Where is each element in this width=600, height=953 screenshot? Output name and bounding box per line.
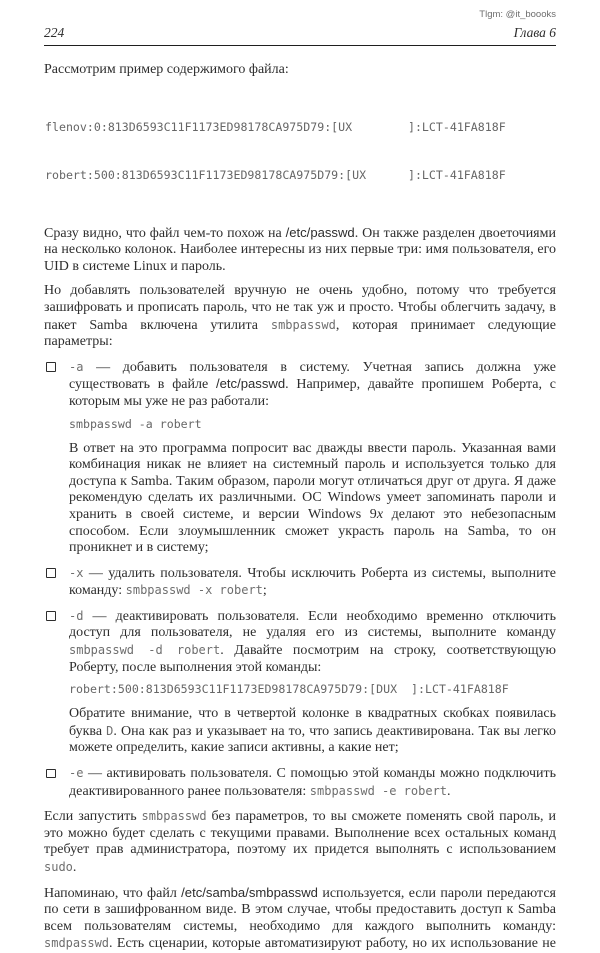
option-text: -a — добавить пользователя в систему. Учетная запись должна уже существовать в файле /etc/passwd. Например, давайте пропишем Роберта, с которым мы уже не раз работали:	[69, 359, 557, 409]
option-item-e	[44, 765, 556, 800]
square-bullet-icon	[46, 611, 56, 621]
intro-paragraph: Рассмотрим пример содержимого файла:	[44, 62, 289, 77]
paragraph-run-without-params: Если запустить smbpasswd без параметров, то вы сможете поменять свой пароль, и это можно будет сделать с текущими правами. Выполнение всех остальных команд требует прав администратора, поэтому их придется выполнять с использованием sudo.	[44, 809, 557, 875]
page-content	[44, 62, 556, 953]
smbpasswd-options-list	[44, 359, 556, 800]
option-code-example: robert:500:813D6593C11F1173ED98178CA975D79:[DUX ]:LCT-41FA818F	[69, 682, 509, 697]
option-followup-paragraph: Обратите внимание, что в четвертой колонке в квадратных скобках появилась буква D. Она как раз и указывает на то, что запись деактивирована. Так вы легко можете определить, какие записи активны, а какие нет;	[69, 706, 557, 756]
option-code-example: smbpasswd -a robert	[69, 416, 202, 431]
option-item-x	[44, 565, 556, 600]
paragraph-file-description: Сразу видно, что файл чем-то похож на /etc/passwd. Он также разделен двоеточиями на несколько колонок. Наиболее интересны из них первые три: имя пользователя, его UID в системе Linux и пароль.	[44, 224, 556, 274]
code-line: flenov:0:813D6593C11F1173ED98178CA975D79:[UX ]:LCT-41FA818F	[45, 119, 506, 134]
passwd-sample-code-block	[45, 87, 556, 215]
page-number: 224	[44, 25, 65, 40]
option-text: -d — деактивировать пользователя. Если необходимо временно отключить доступ для пользователя, не удаляя его из системы, выполните команду smbpasswd -d robert. Давайте посмотрим на строку, соответствующую Роберту, после выполнения этой команды:	[69, 608, 556, 675]
paragraph-smbpasswd-intro: Но добавлять пользователей вручную не очень удобно, потому что требуется зашифровать и прописать пароль, что не так уж и просто. Чтобы облегчить задачу, в пакет Samba включена утилита smbpasswd, которая принимает следующие параметры:	[44, 283, 556, 350]
option-followup-paragraph: В ответ на это программа попросит вас дважды ввести пароль. Указанная вами комбинация никак не влияет на системный пароль и используется только для доступа к Samba. Таким образом, пароли могут отличаться друг от друга. Я даже рекомендую сделать их различными. ОС Windows умеет запоминать пароли и хранить в своей системе, и версии Windows 9x делают это небезопасным способом. Если злоумышленник сможет украсть пароль на Samba, то он проникнет и в систему;	[69, 440, 556, 556]
code-line: robert:500:813D6593C11F1173ED98178CA975D79:[UX ]:LCT-41FA818F	[45, 167, 506, 182]
square-bullet-icon	[46, 769, 56, 779]
option-text: -e — активировать пользователя. С помощью этой команды можно подключить деактивированного ранее пользователя: smbpasswd -e robert.	[69, 766, 556, 799]
option-item-a	[44, 359, 556, 557]
option-item-d	[44, 608, 556, 757]
square-bullet-icon	[46, 568, 56, 578]
square-bullet-icon	[46, 362, 56, 372]
telegram-watermark: Tlgm: @it_boooks	[479, 9, 556, 20]
option-text: -x — удалить пользователя. Чтобы исключить Роберта из системы, выполните команду: smbpasswd -x robert;	[69, 565, 556, 599]
paragraph-reminder: Напоминаю, что файл /etc/samba/smbpasswd используется, если пароли передаются по сети в зашифрованном виде. В этом случае, чтобы предоставить доступ к Samba всем пользователям системы, необходимо для каждого выполнить команду: smdpasswd. Есть сценарии, которые автоматизируют работу, но их использование не	[44, 884, 556, 952]
running-head	[44, 25, 556, 46]
chapter-heading: Глава 6	[513, 25, 556, 40]
